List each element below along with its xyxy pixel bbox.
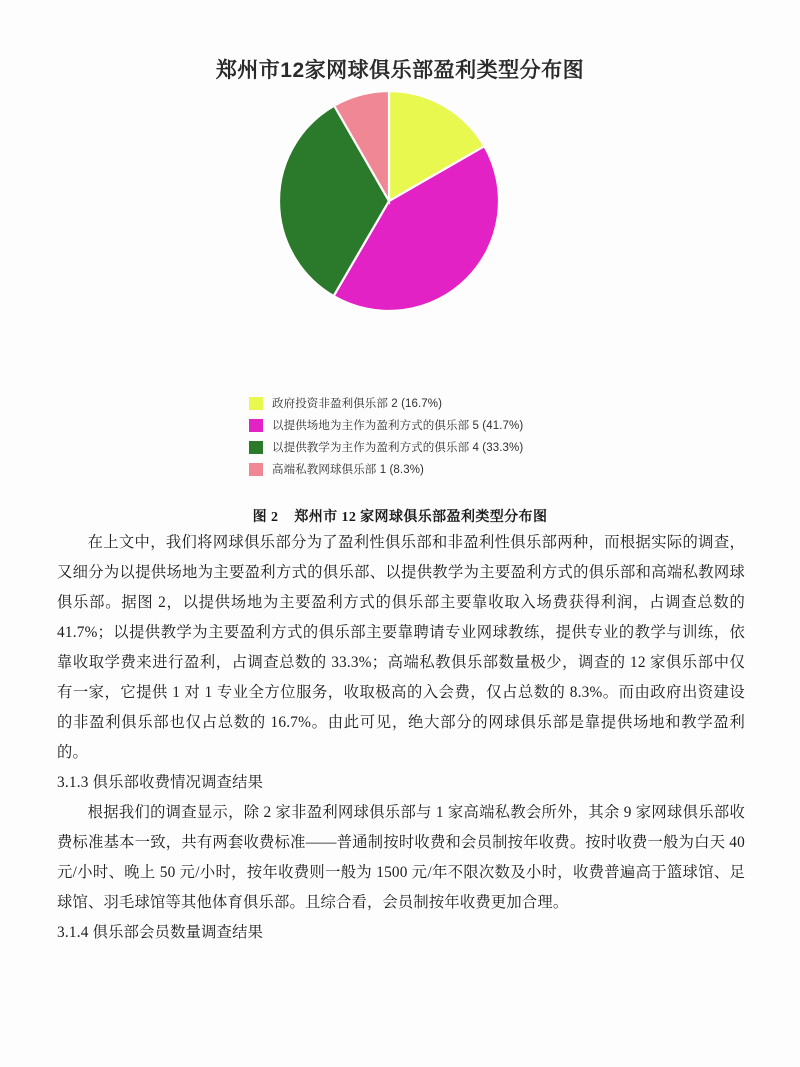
paragraph: 根据我们的调查显示，除 2 家非盈利网球俱乐部与 1 家高端私教会所外，其余 9 家网球俱乐部收费标准基本一致，共有两套收费标准——普通制按时收费和会员制按年收费。按时收费一般为白天 40 元/小时、晚上 50 元/小时，按年收费则一般为 1500 元/年不限次数及小时，收费普遍高于篮球馆、足球馆、羽毛球馆等其他体育俱乐部。且综合看，会员制按年收费更加合理。 (57, 804, 745, 911)
legend-swatch-icon (249, 419, 263, 432)
pie-chart-svg (249, 89, 539, 329)
paragraph: 在上文中，我们将网球俱乐部分为了盈利性俱乐部和非盈利性俱乐部两种，而根据实际的调查，又细分为以提供场地为主要盈利方式的俱乐部、以提供教学为主要盈利方式的俱乐部和高端私教网球俱乐部。据图 2，以提供场地为主要盈利方式的俱乐部主要靠收取入场费获得利润，占调查总数的 41.7%；以提供教学为主要盈利方式的俱乐部主要靠聘请专业网球教练，提供专业的教学与训练，依靠收取学费来进行盈利，占调查总数的 33.3%；高端私教俱乐部数量极少，调查的 12 家俱乐部中仅有一家，它提供 1 对 1 专业全方位服务，收取极高的入会费，仅占总数的 8.3%。而由政府出资建设的非盈利俱乐部也仅占总数的 16.7%。由此可见，绝大部分的网球俱乐部是靠提供场地和教学盈利的。 (57, 534, 745, 761)
legend-item-label: 政府投资非盈利俱乐部 2 (16.7%) (272, 398, 443, 410)
legend-item (249, 458, 669, 480)
legend-swatch-icon (249, 441, 263, 454)
chart-title: 郑州市12家网球俱乐部盈利类型分布图 (215, 59, 585, 82)
section-heading: 3.1.4 俱乐部会员数量调查结果 (57, 924, 264, 941)
legend-item-label: 以提供场地为主作为盈利方式的俱乐部 5 (41.7%) (272, 420, 524, 432)
figure-block (0, 0, 800, 525)
section-heading: 3.1.3 俱乐部收费情况调查结果 (57, 774, 264, 791)
legend-item (249, 414, 669, 436)
legend-item (249, 392, 669, 414)
legend-swatch-icon (249, 463, 263, 476)
pie-chart (0, 89, 800, 344)
chart-legend (249, 392, 669, 480)
legend-swatch-icon (249, 397, 263, 410)
figure-caption (0, 506, 800, 526)
figure-caption-number: 图 2 (252, 510, 279, 525)
legend-item (249, 436, 669, 458)
legend-item-label: 以提供教学为主作为盈利方式的俱乐部 4 (33.3%) (272, 442, 524, 454)
document-body (57, 528, 745, 948)
figure-caption-text: 郑州市 12 家网球俱乐部盈利类型分布图 (294, 510, 548, 525)
legend-item-label: 高端私教网球俱乐部 1 (8.3%) (272, 464, 424, 476)
